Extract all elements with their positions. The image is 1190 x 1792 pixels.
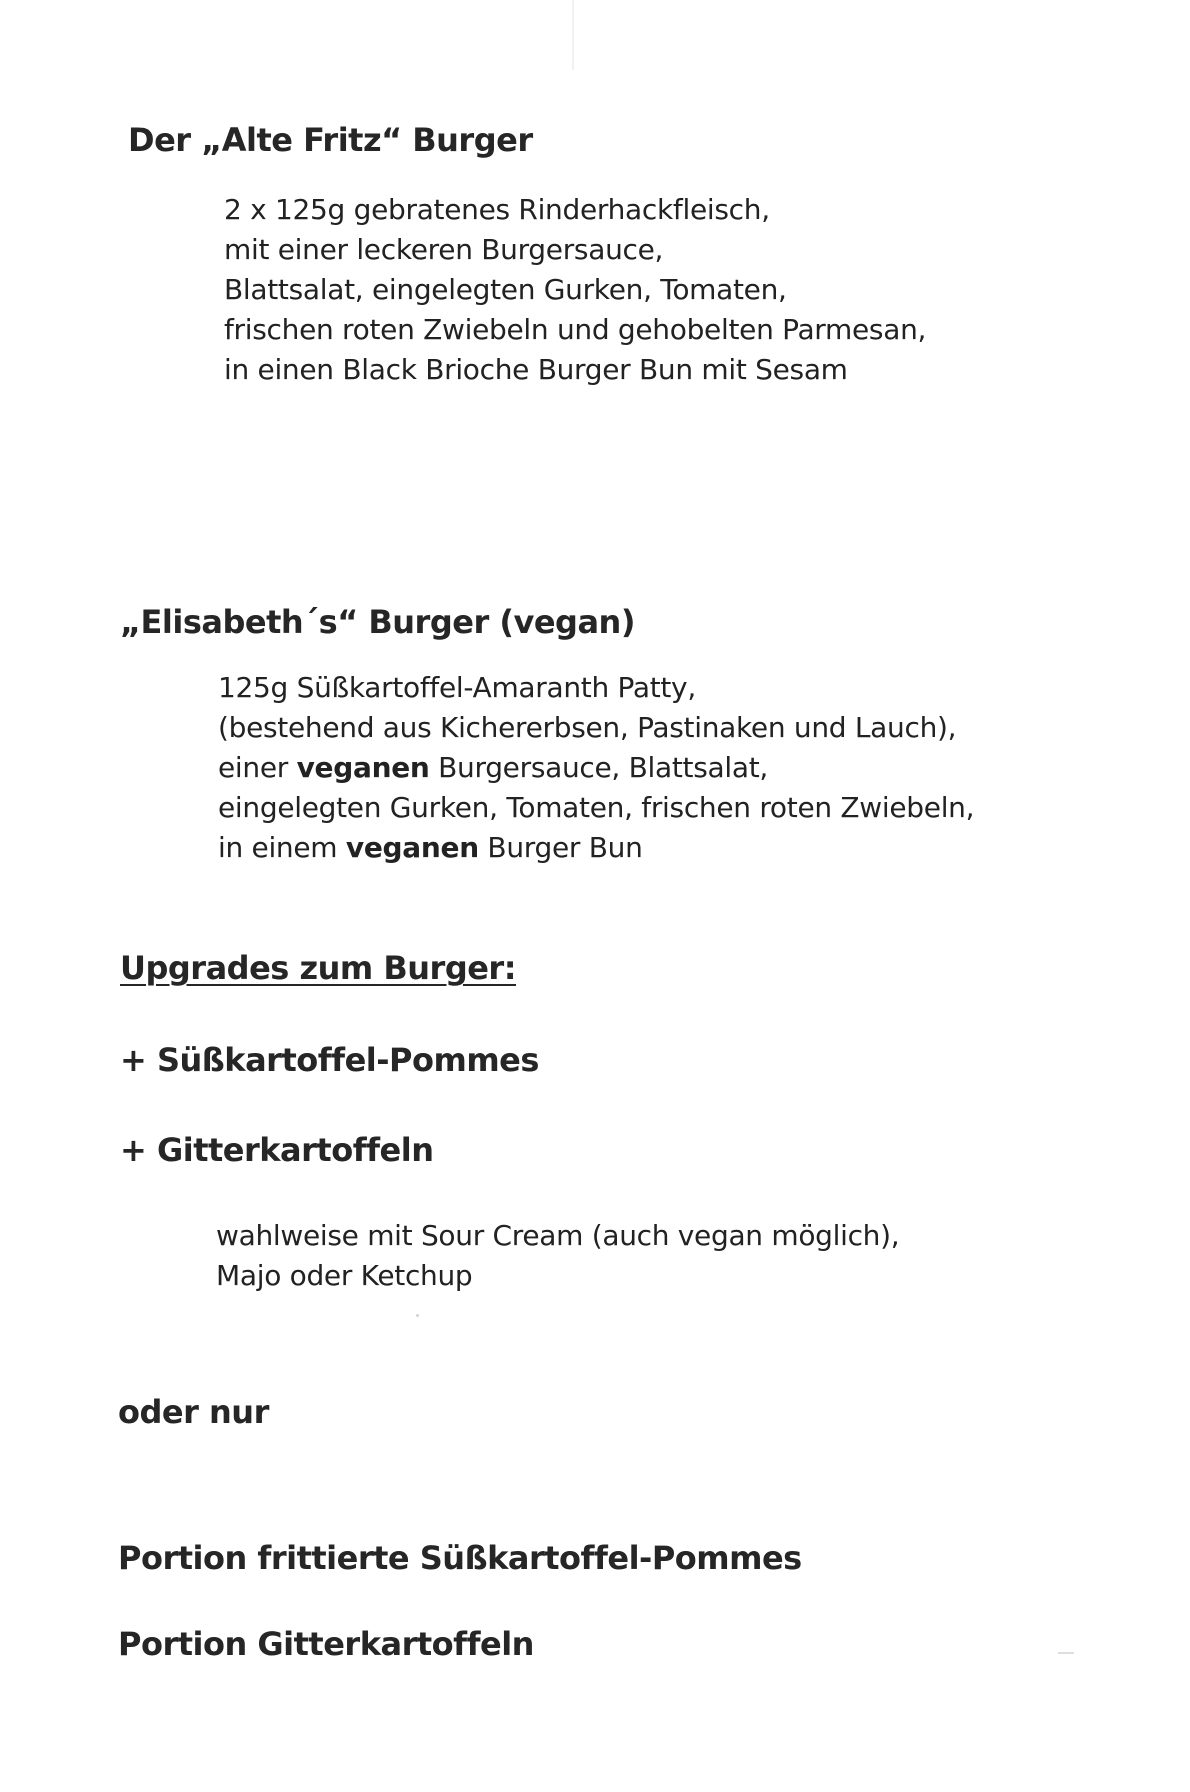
description-line: Blattsalat, eingelegten Gurken, Tomaten,	[224, 273, 787, 306]
portion-waffle-potatoes: Portion Gitterkartoffeln	[118, 1625, 534, 1663]
scan-artifact	[416, 1314, 419, 1317]
description-text: Burger Bun	[478, 831, 643, 864]
portion-sweet-potato-fries: Portion frittierte Süßkartoffel-Pommes	[118, 1539, 802, 1577]
vegan-emphasis: veganen	[345, 831, 479, 864]
description-line: (bestehend aus Kichererbsen, Pastinaken und Lauch),	[218, 711, 957, 744]
vegan-emphasis: veganen	[296, 751, 430, 784]
upgrades-title: Upgrades zum Burger:	[120, 949, 516, 987]
description-line: eingelegten Gurken, Tomaten, frischen roten Zwiebeln,	[218, 791, 975, 824]
alternative-label: oder nur	[118, 1393, 269, 1431]
description-line	[218, 748, 974, 788]
description-line	[218, 828, 974, 868]
upgrade-sauce-note	[216, 1216, 899, 1296]
burger-elisabeths-description	[218, 668, 974, 868]
scan-artifact	[572, 0, 574, 70]
description-line: mit einer leckeren Burgersauce,	[224, 233, 664, 266]
note-line: Majo oder Ketchup	[216, 1259, 473, 1292]
description-line: 2 x 125g gebratenes Rinderhackfleisch,	[224, 193, 770, 226]
description-line: in einen Black Brioche Burger Bun mit Sesam	[224, 353, 848, 386]
description-line: frischen roten Zwiebeln und gehobelten Parmesan,	[224, 313, 927, 346]
description-text: einer	[218, 751, 297, 784]
scan-artifact	[1058, 1652, 1074, 1654]
burger-elisabeths-title: „Elisabeth´s“ Burger (vegan)	[120, 603, 635, 641]
description-text: Burgersauce, Blattsalat,	[429, 751, 768, 784]
burger-alte-fritz-title: Der „Alte Fritz“ Burger	[128, 121, 533, 159]
upgrade-sweet-potato-fries: + Süßkartoffel-Pommes	[120, 1041, 539, 1079]
note-line: wahlweise mit Sour Cream (auch vegan möglich),	[216, 1219, 900, 1252]
description-text: in einem	[218, 831, 346, 864]
description-line: 125g Süßkartoffel-Amaranth Patty,	[218, 671, 696, 704]
burger-alte-fritz-description	[224, 190, 926, 390]
upgrade-waffle-potatoes: + Gitterkartoffeln	[120, 1131, 434, 1169]
